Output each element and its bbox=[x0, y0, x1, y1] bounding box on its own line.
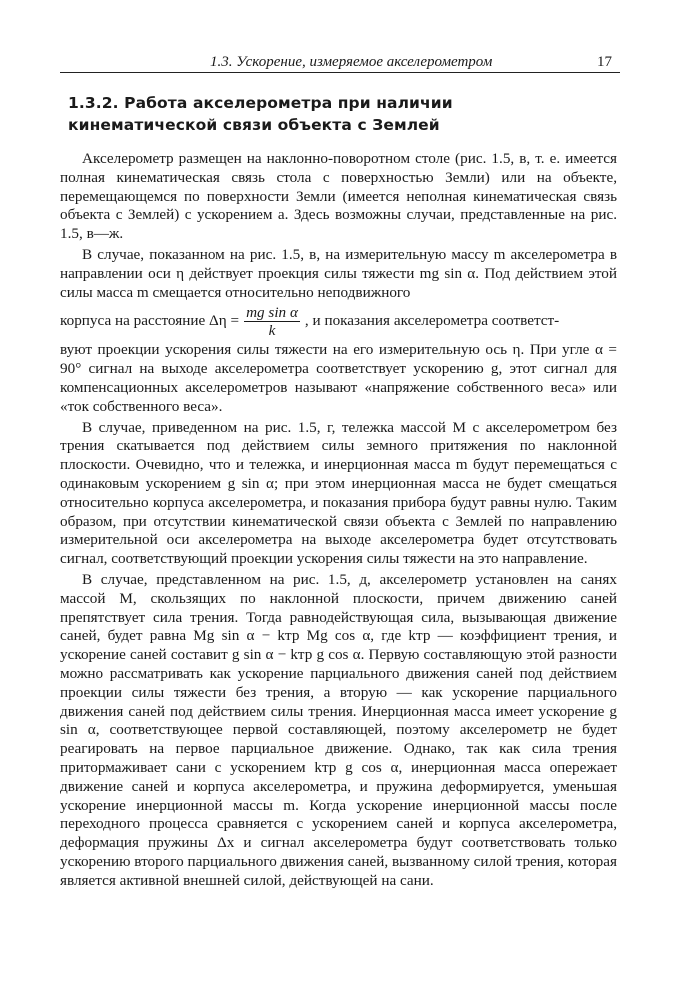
paragraph-2-start: В случае, показанном на рис. 1.5, в, на измерительную массу m акселерометра в направлении оси η действует проекция силы тяжести mg sin α. Под действием этой силы масса m смещается относительно неподвижного bbox=[60, 245, 617, 301]
formula-suffix: , и показания акселерометра соответст- bbox=[304, 312, 560, 330]
formula-prefix: корпуса на расстояние Δη = bbox=[60, 312, 240, 330]
paragraph-4: В случае, представленном на рис. 1.5, д, акселерометр установлен на санях массой M, скользящих по наклонной плоскости, причем движению саней препятствует сила трения. Тогда равнодействующая сила, вызывающая движение саней, будет равна Mg sin α − kтр Mg cos α, где kтр — коэффициент трения, и ускорение саней составит g sin α − kтр g cos α. Первую составляющую этой разности можно рассматривать как ускорение парциального движения саней под действием проекции силы тяжести без трения, а вторую — как ускорение парциального движения саней под действием силы трения. Инерционная масса имеет ускорение g sin α, соответствующее первой составляющей, поэтому акселерометр не будет реагировать на первое парциальное движение. Однако, так как сила трения притормаживает сани с ускорением kтр g cos α, инерционная масса опережает движение саней и корпуса акселерометра, и пружина деформируется, уменьшая ускорение инерционной массы m. Когда ускорение инерционной массы после переходного процесса сравняется с ускорением саней и корпуса акселерометра, деформация пружины Δx и сигнал акселерометра будут соответствовать только ускорению второго парциального движения саней, вызванному силой трения, которая является активной внешней силой, действующей на сани. bbox=[60, 570, 617, 889]
running-head-title: 1.3. Ускорение, измеряемое акселерометром bbox=[210, 54, 493, 70]
paragraph-3: В случае, приведенном на рис. 1.5, г, тележка массой M с акселерометром без трения скатывается под действием силы земного притяжения по наклонной плоскости. Очевидно, что и тележка, и инерционная масса m будут перемещаться с одинаковым ускорением g sin α; при этом инерционная масса не будет смещаться относительно корпуса акселерометра, и показания прибора будут равны нулю. Таким образом, при отсутствии кинематической связи объекта с Землей по направлению измерительной оси акселерометра на выходе акселерометра будет отсутствовать сигнал, соответствующий проекции ускорения силы тяжести на это направление. bbox=[60, 418, 617, 568]
section-heading-line-2: кинематической связи объекта с Землей bbox=[68, 116, 440, 134]
body-text bbox=[60, 150, 617, 890]
displacement-fraction bbox=[244, 304, 300, 339]
running-head bbox=[60, 42, 620, 73]
page-number: 17 bbox=[597, 54, 612, 70]
section-heading bbox=[68, 92, 588, 136]
fraction-numerator: mg sin α bbox=[246, 304, 298, 322]
section-heading-line-1: 1.3.2. Работа акселерометра при наличии bbox=[68, 94, 453, 112]
paragraph-2-end: вуют проекции ускорения силы тяжести на его измерительную ось η. При угле α = 90° сигнал на выходе акселерометра соответствует ускорению g, этот сигнал для компенсационных акселерометров называют «напряжение собственного веса» или «ток собственного веса». bbox=[60, 341, 617, 415]
formula-line bbox=[60, 304, 617, 339]
paragraph-1: Акселерометр размещен на наклонно-поворотном столе (рис. 1.5, в, т. е. имеется полная кинематическая связь стола с поверхностью Земли) или на объекте, перемещающемся по поверхности Земли (имеется неполная кинематическая связь объекта с Землей) с ускорением a. Здесь возможны случаи, представленные на рис. 1.5, в—ж. bbox=[60, 150, 617, 243]
fraction-denominator: k bbox=[268, 322, 276, 340]
